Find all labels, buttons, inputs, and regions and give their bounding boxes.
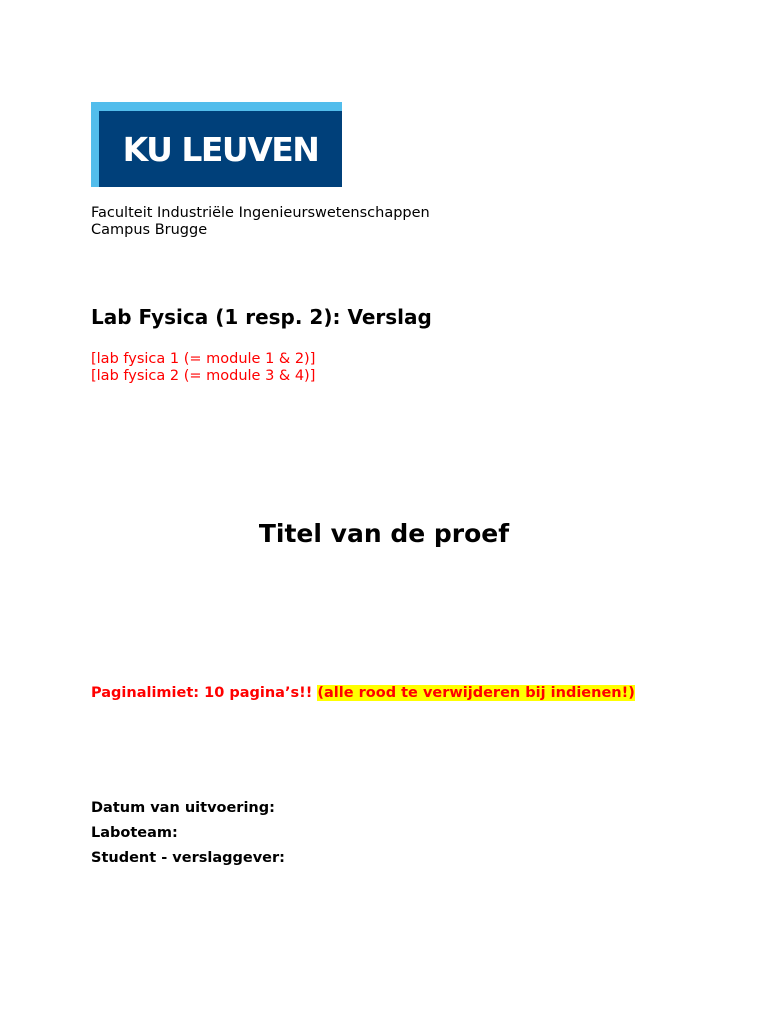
logo-text: KU LEUVEN	[122, 129, 319, 169]
report-fields	[91, 796, 285, 871]
campus-name: Campus Brugge	[91, 222, 208, 238]
remove-red-highlight: (alle rood te verwijderen bij indienen!)	[317, 685, 635, 701]
student-field-label: Student - verslaggever:	[91, 850, 285, 866]
team-field-label: Laboteam:	[91, 825, 178, 841]
page-limit-text: Paginalimiet: 10 pagina’s!!	[91, 685, 313, 701]
proef-title: Titel van de proef	[258, 519, 510, 548]
faculty-block	[91, 205, 430, 239]
logo-inner-block	[99, 111, 342, 187]
lab-notes	[91, 351, 315, 385]
date-field-label: Datum van uitvoering:	[91, 800, 275, 816]
lab-note-2: [lab fysica 2 (= module 3 & 4)]	[91, 368, 316, 384]
lab-note-1: [lab fysica 1 (= module 1 & 2)]	[91, 351, 316, 367]
ku-leuven-logo	[91, 102, 342, 187]
faculty-name: Faculteit Industriële Ingenieurswetenschappen	[91, 205, 430, 221]
lab-title: Lab Fysica (1 resp. 2): Verslag	[91, 305, 432, 329]
page-limit-line	[91, 685, 635, 701]
